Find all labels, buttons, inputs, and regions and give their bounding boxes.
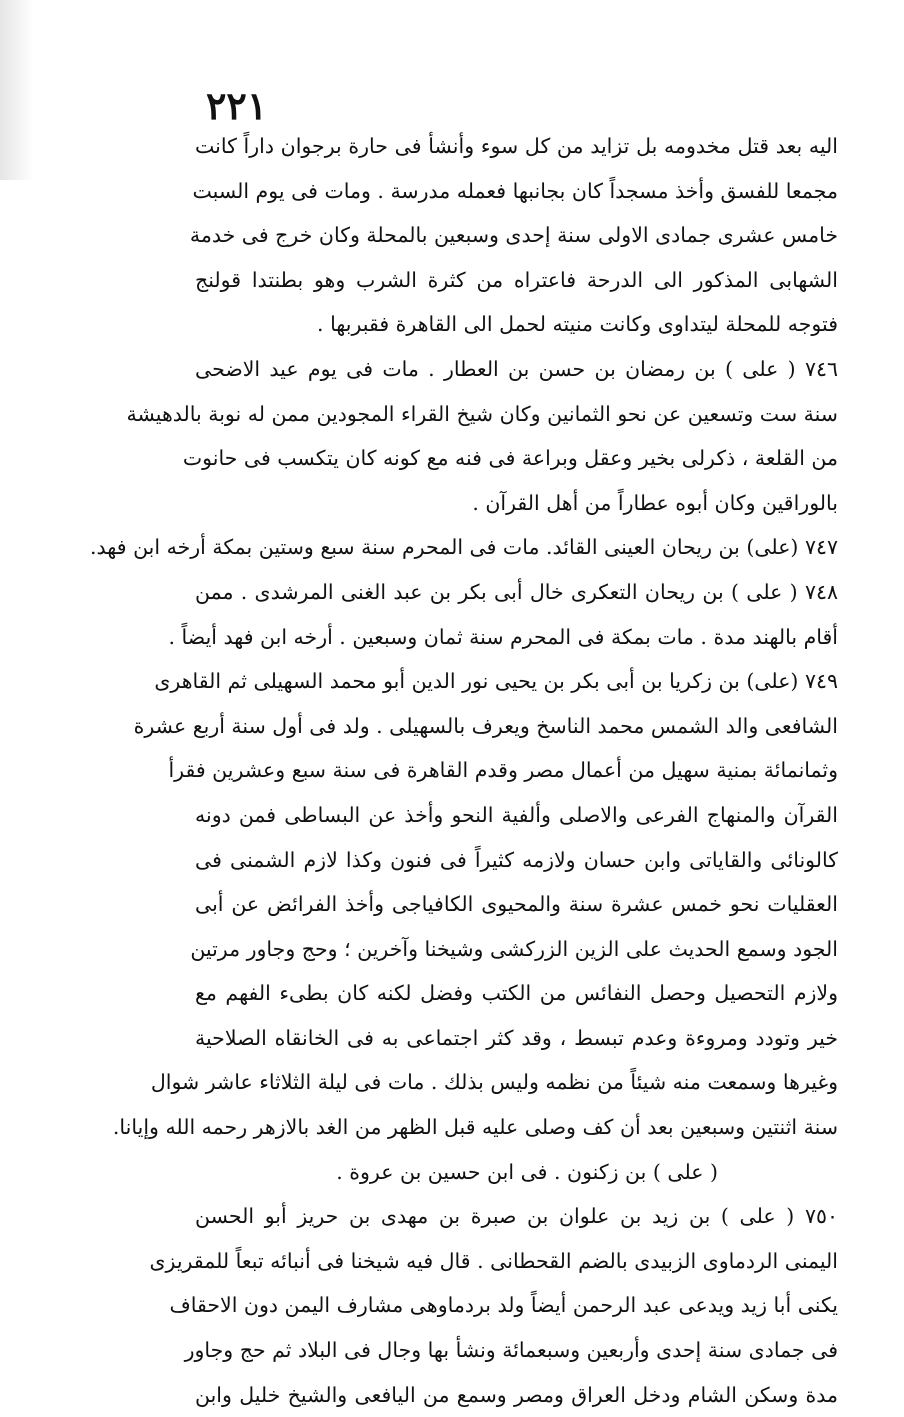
text-line: مدة وسكن الشام ودخل العراق ومصر وسمع من اليافعى والشيخ خليل وابن — [195, 1382, 838, 1407]
text-line: اليه بعد قتل مخدومه بل تزايد من كل سوء وأنشأ فى حارة برجوان داراً كانت — [195, 134, 838, 158]
text-line: اليمنى الردماوى الزبيدى بالضم القحطانى . قال فيه شيخنا فى أنبائه تبعاً للمقريزى — [149, 1248, 838, 1273]
text-line: وثمانمائة بمنية سهيل من أعمال مصر وقدم القاهرة فى سنة سبع وعشرين فقرأ — [168, 758, 838, 783]
text-line: العقليات نحو خمس عشرة سنة والمحيوى الكافياجى وأخذ الفرائض عن أبى — [195, 892, 838, 917]
page-body-text — [90, 124, 838, 1417]
text-line: يكنى أبا زيد ويدعى عبد الرحمن أيضاً ولد بردماوهى مشارف اليمن دون الاحقاف — [169, 1293, 838, 1318]
entry-746-line: ٧٤٦ ( على ) بن رمضان بن حسن بن العطار . مات فى يوم عيد الاضحى — [195, 356, 838, 381]
text-line: خامس عشرى جمادى الاولى سنة إحدى وسبعين بالمحلة وكان خرج فى خدمة — [189, 223, 838, 248]
text-line: الجود وسمع الحديث على الزين الزركشى وشيخنا وآخرين ؛ وحج وجاور مرتين — [190, 936, 838, 961]
entry-748-line: ٧٤٨ ( على ) بن ريحان التعكرى خال أبى بكر بن عبد الغنى المرشدى . ممن — [195, 579, 838, 604]
text-line: سنة ست وتسعين عن نحو الثمانين وكان شيخ القراء المجودين ممن له نوبة بالدهيشة — [126, 401, 838, 426]
entry-750-line: ٧٥٠ ( على ) بن زيد بن علوان بن صبرة بن مهدى بن حريز أبو الحسن — [195, 1204, 838, 1229]
entry-749-line: ٧٤٩ (على) بن زكريا بن أبى بكر بن يحيى نور الدين أبو محمد السهيلى ثم القاهرى — [154, 669, 838, 694]
text-line: الشهابى المذكور الى الدرحة فاعتراه من كثرة الشرب وهو بطنتدا قولنج — [195, 267, 838, 292]
text-line: من القلعة ، ذكرلى بخير وعقل وبراعة فى فنه مع كونه كان يتكسب فى حانوت — [182, 446, 838, 471]
text-line: سنة اثنتين وسبعين بعد أن كف وصلى عليه قبل الظهر من الغد بالازهر رحمه الله وإيانا. — [112, 1115, 838, 1140]
text-line: كالونائى والقاياتى وابن حسان ولازمه كثيراً فى فنون وكذا لازم الشمنى فى — [195, 847, 838, 872]
text-line: أقام بالهند مدة . مات بمكة فى المحرم سنة ثمان وسبعين . أرخه ابن فهد أيضاً . — [168, 624, 838, 649]
page-number: ٢٢١ — [206, 83, 268, 128]
entry-747-line: ٧٤٧ (على) بن ريحان العينى القائد. مات فى المحرم سنة سبع وستين بمكة أرخه ابن فهد. — [90, 535, 838, 560]
text-line: مجمعا للفسق وأخذ مسجداً كان بجانبها فعمله مدرسة . ومات فى يوم السبت — [192, 178, 838, 203]
text-line: فى جمادى سنة إحدى وأربعين وسبعمائة ونشأ بها وجال فى البلاد ثم حج وجاور — [184, 1338, 838, 1363]
text-line: خير وتودد ومروءة وعدم تبسط ، وقد كثر اجتماعى به فى الخانقاه الصلاحية — [195, 1025, 838, 1050]
text-line: وغيرها وسمعت منه شيئاً من نظمه وليس بذلك . مات فى ليلة الثلاثاء عاشر شوال — [150, 1070, 838, 1095]
text-line: فتوجه للمحلة ليتداوى وكانت منيته لحمل الى القاهرة فقبربها . — [317, 312, 838, 337]
text-line: بالوراقين وكان أبوه عطاراً من أهل القرآن . — [472, 490, 838, 515]
text-line: الشافعى والد الشمس محمد الناسخ ويعرف بالسهيلى . ولد فى أول سنة أربع عشرة — [133, 713, 838, 738]
text-line: القرآن والمنهاج الفرعى والاصلى وألفية النحو وأخذ عن البساطى فمن دونه — [195, 802, 838, 827]
cross-reference-line: ( على ) بن زكنون . فى ابن حسين بن عروة . — [336, 1159, 718, 1184]
page-edge-shadow — [0, 0, 34, 180]
text-line: ولازم التحصيل وحصل النفائس من الكتب وفضل لكنه كان بطىء الفهم مع — [195, 981, 838, 1006]
